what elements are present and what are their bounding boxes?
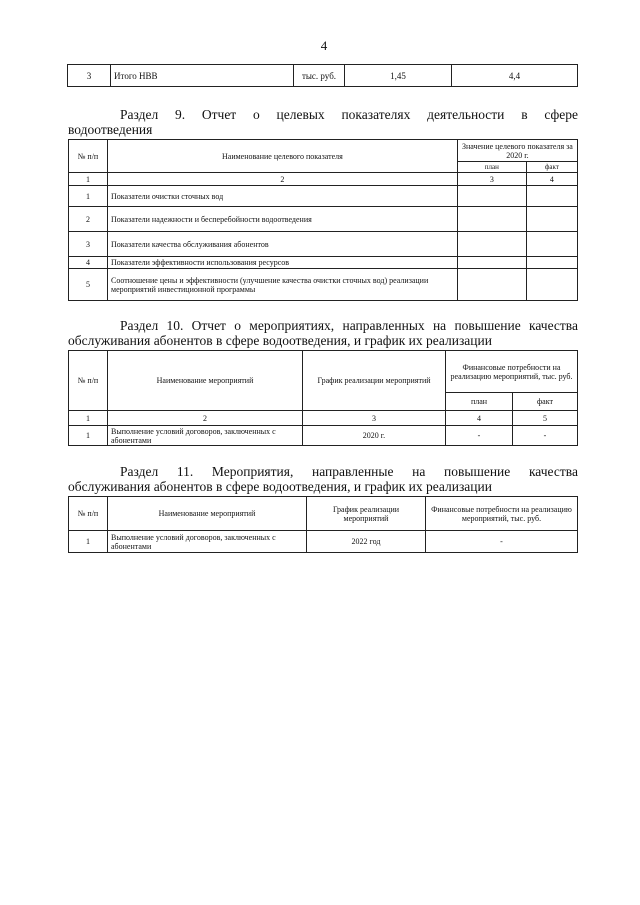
row-fact bbox=[526, 186, 577, 207]
row-name: Итого НВВ bbox=[111, 65, 294, 87]
section-10-heading bbox=[68, 318, 578, 348]
col-name-header: Наименование мероприятий bbox=[108, 351, 303, 411]
col-plan-header: план bbox=[457, 162, 526, 173]
row-number: 5 bbox=[69, 269, 108, 301]
column-index: 1 bbox=[69, 173, 108, 186]
section-11-heading bbox=[68, 464, 578, 494]
row-value-1: 1,45 bbox=[345, 65, 452, 87]
col-plan-header: план bbox=[446, 393, 513, 411]
row-unit: тыс. руб. bbox=[294, 65, 345, 87]
row-schedule: 2022 год bbox=[307, 531, 426, 553]
column-index: 5 bbox=[513, 411, 578, 426]
section-9-table bbox=[68, 139, 578, 301]
heading-line-2: обслуживания абонентов в сфере водоотведения, и график их реализации bbox=[68, 479, 492, 494]
total-nvv-table bbox=[67, 64, 578, 87]
col-schedule-header: График реализации мероприятий bbox=[307, 497, 426, 531]
column-index-row bbox=[69, 411, 578, 426]
table-row bbox=[69, 257, 578, 269]
col-name-header: Наименование целевого показателя bbox=[108, 140, 458, 173]
row-fact bbox=[526, 207, 577, 232]
heading-word: на bbox=[412, 464, 426, 479]
column-index: 2 bbox=[108, 411, 303, 426]
heading-word: Раздел bbox=[120, 318, 159, 333]
row-number: 3 bbox=[68, 65, 111, 87]
col-name-header: Наименование мероприятий bbox=[108, 497, 307, 531]
col-number-header: № п/п bbox=[69, 497, 108, 531]
heading-word: Раздел bbox=[120, 107, 159, 122]
column-index: 1 bbox=[69, 411, 108, 426]
column-index: 3 bbox=[303, 411, 446, 426]
heading-word: Раздел bbox=[120, 464, 159, 479]
row-fact: - bbox=[513, 426, 578, 446]
row-fact bbox=[526, 232, 577, 257]
table-row bbox=[69, 531, 578, 553]
col-number-header: № п/п bbox=[69, 140, 108, 173]
table-row bbox=[68, 65, 578, 87]
table-row bbox=[69, 232, 578, 257]
row-plan bbox=[457, 269, 526, 301]
page-number: 4 bbox=[320, 38, 328, 53]
col-fact-header: факт bbox=[526, 162, 577, 173]
heading-word: в bbox=[521, 107, 528, 122]
heading-word: показателях bbox=[341, 107, 411, 122]
heading-line-2: водоотведения bbox=[68, 122, 153, 137]
row-name: Показатели очистки сточных вод bbox=[108, 186, 458, 207]
row-number: 1 bbox=[69, 531, 108, 553]
col-fin-header: Финансовые потребности на реализацию мероприятий, тыс. руб. bbox=[446, 351, 578, 393]
row-plan bbox=[457, 207, 526, 232]
column-index: 4 bbox=[446, 411, 513, 426]
column-index: 4 bbox=[526, 173, 577, 186]
column-index: 3 bbox=[457, 173, 526, 186]
col-fact-header: факт bbox=[513, 393, 578, 411]
heading-word: качества bbox=[528, 318, 578, 333]
heading-word: направленных bbox=[342, 318, 425, 333]
row-plan: - bbox=[446, 426, 513, 446]
table-row bbox=[69, 207, 578, 232]
row-name: Выполнение условий договоров, заключенных с абонентами bbox=[108, 531, 307, 553]
row-name: Соотношение цены и эффективности (улучшение качества очистки сточных вод) реализации мероприятий инвестиционной программы bbox=[108, 269, 458, 301]
row-number: 3 bbox=[69, 232, 108, 257]
row-plan bbox=[457, 232, 526, 257]
col-schedule-header: График реализации мероприятий bbox=[303, 351, 446, 411]
row-plan bbox=[457, 257, 526, 269]
heading-line-2: обслуживания абонентов в сфере водоотведения, и график их реализации bbox=[68, 333, 492, 348]
heading-word: 10. bbox=[166, 318, 184, 333]
row-number: 1 bbox=[69, 186, 108, 207]
heading-word: на bbox=[432, 318, 447, 333]
column-index-row bbox=[69, 173, 578, 186]
heading-word: 9. bbox=[174, 107, 186, 122]
heading-word: Отчет bbox=[191, 318, 226, 333]
heading-word: деятельности bbox=[427, 107, 505, 122]
heading-word: качества bbox=[528, 464, 578, 479]
table-row bbox=[69, 269, 578, 301]
heading-word: повышение bbox=[454, 318, 521, 333]
table-row bbox=[69, 426, 578, 446]
row-number: 1 bbox=[69, 426, 108, 446]
heading-word: целевых bbox=[276, 107, 325, 122]
heading-word: повышение bbox=[444, 464, 511, 479]
heading-word: Отчет bbox=[201, 107, 237, 122]
col-fin-header: Финансовые потребности на реализацию мероприятий, тыс. руб. bbox=[426, 497, 578, 531]
row-number: 4 bbox=[69, 257, 108, 269]
heading-word: 11. bbox=[176, 464, 194, 479]
heading-word: о bbox=[253, 107, 260, 122]
row-fin: - bbox=[426, 531, 578, 553]
heading-word: сфере bbox=[544, 107, 578, 122]
section-11-table bbox=[68, 496, 578, 553]
column-index: 2 bbox=[108, 173, 458, 186]
row-name: Показатели надежности и бесперебойности водоотведения bbox=[108, 207, 458, 232]
heading-word: направленные bbox=[312, 464, 394, 479]
row-name: Выполнение условий договоров, заключенных с абонентами bbox=[108, 426, 303, 446]
row-plan bbox=[457, 186, 526, 207]
heading-word: о bbox=[234, 318, 241, 333]
row-value-2: 4,4 bbox=[452, 65, 578, 87]
row-number: 2 bbox=[69, 207, 108, 232]
row-schedule: 2020 г. bbox=[303, 426, 446, 446]
section-10-table bbox=[68, 350, 578, 446]
section-9-heading bbox=[68, 107, 578, 137]
row-name: Показатели эффективности использования ресурсов bbox=[108, 257, 458, 269]
heading-word: мероприятиях, bbox=[249, 318, 335, 333]
row-fact bbox=[526, 269, 577, 301]
col-value-header: Значение целевого показателя за 2020 г. bbox=[457, 140, 577, 162]
heading-word: Мероприятия, bbox=[211, 464, 294, 479]
row-name: Показатели качества обслуживания абонентов bbox=[108, 232, 458, 257]
col-number-header: № п/п bbox=[69, 351, 108, 411]
row-fact bbox=[526, 257, 577, 269]
table-row bbox=[69, 186, 578, 207]
